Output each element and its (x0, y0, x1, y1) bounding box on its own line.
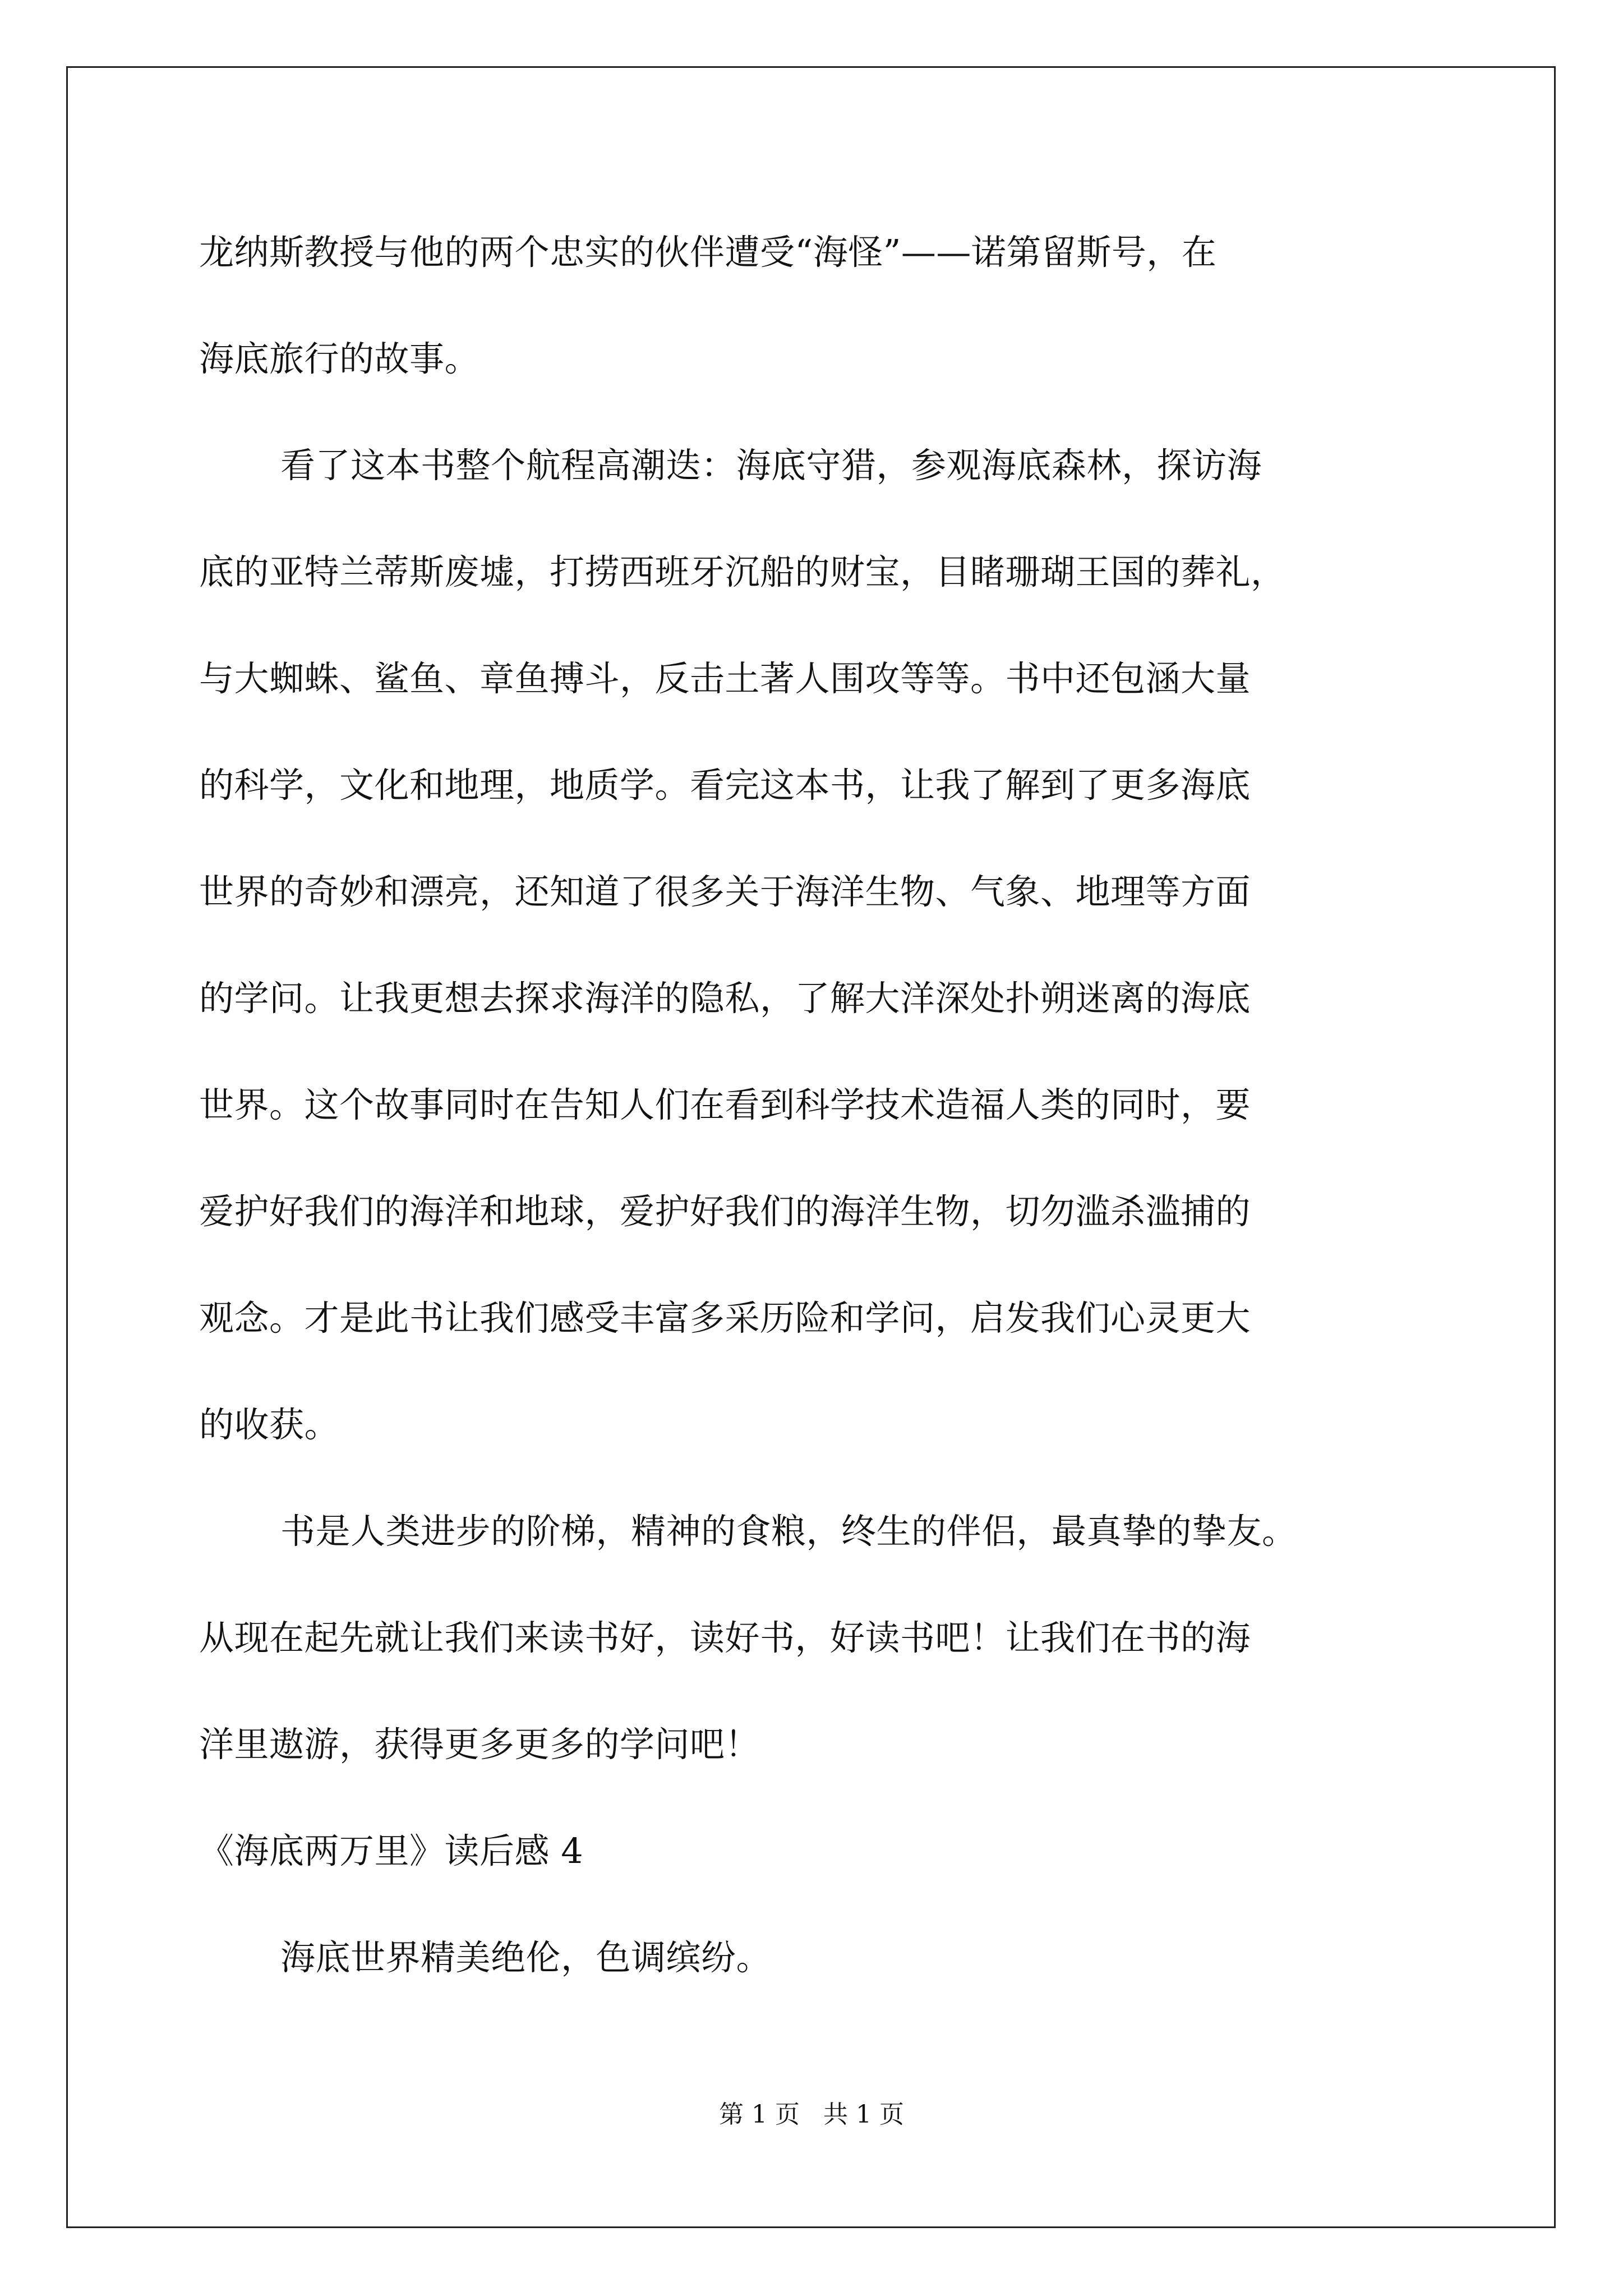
text-line: 海底旅行的故事。 (199, 338, 480, 379)
text-line: 世界的奇妙和漂亮，还知道了很多关于海洋生物、气象、地理等方面 (199, 871, 1251, 912)
page-border (66, 66, 1556, 2228)
text-line: 海底世界精美绝伦，色调缤纷。 (280, 1937, 772, 1978)
text-line: 龙纳斯教授与他的两个忠实的伙伴遭受“海怪”——诺第留斯号，在 (199, 232, 1217, 273)
text-line: 的收获。 (199, 1404, 340, 1445)
text-line: 的学问。让我更想去探求海洋的隐私，了解大洋深处扑朔迷离的海底 (199, 978, 1251, 1019)
text-line: 爱护好我们的海洋和地球，爱护好我们的海洋生物，切勿滥杀滥捕的 (199, 1191, 1251, 1232)
text-line: 观念。才是此书让我们感受丰富多采历险和学问，启发我们心灵更大 (199, 1297, 1251, 1338)
text-line: 从现在起先就让我们来读书好，读好书，好读书吧！让我们在书的海 (199, 1617, 1251, 1658)
text-line: 世界。这个故事同时在告知人们在看到科学技术造福人类的同时，要 (199, 1084, 1251, 1125)
text-line: 看了这本书整个航程高潮迭：海底守猎，参观海底森林，探访海 (280, 445, 1262, 486)
text-line: 与大蜘蛛、鲨鱼、章鱼搏斗，反击土著人围攻等等。书中还包涵大量 (199, 658, 1251, 699)
text-line: 的科学，文化和地理，地质学。看完这本书，让我了解到了更多海底 (199, 765, 1251, 806)
section-heading: 《海底两万里》读后感 4 (199, 1830, 584, 1871)
text-line: 洋里遨游，获得更多更多的学问吧！ (199, 1724, 760, 1765)
text-line: 底的亚特兰蒂斯废墟，打捞西班牙沉船的财宝，目睹珊瑚王国的葬礼， (199, 551, 1286, 592)
text-line: 书是人类进步的阶梯，精神的食粮，终生的伴侣，最真挚的挚友。 (280, 1511, 1297, 1552)
page-footer: 第 1 页 共 1 页 (719, 2100, 904, 2129)
